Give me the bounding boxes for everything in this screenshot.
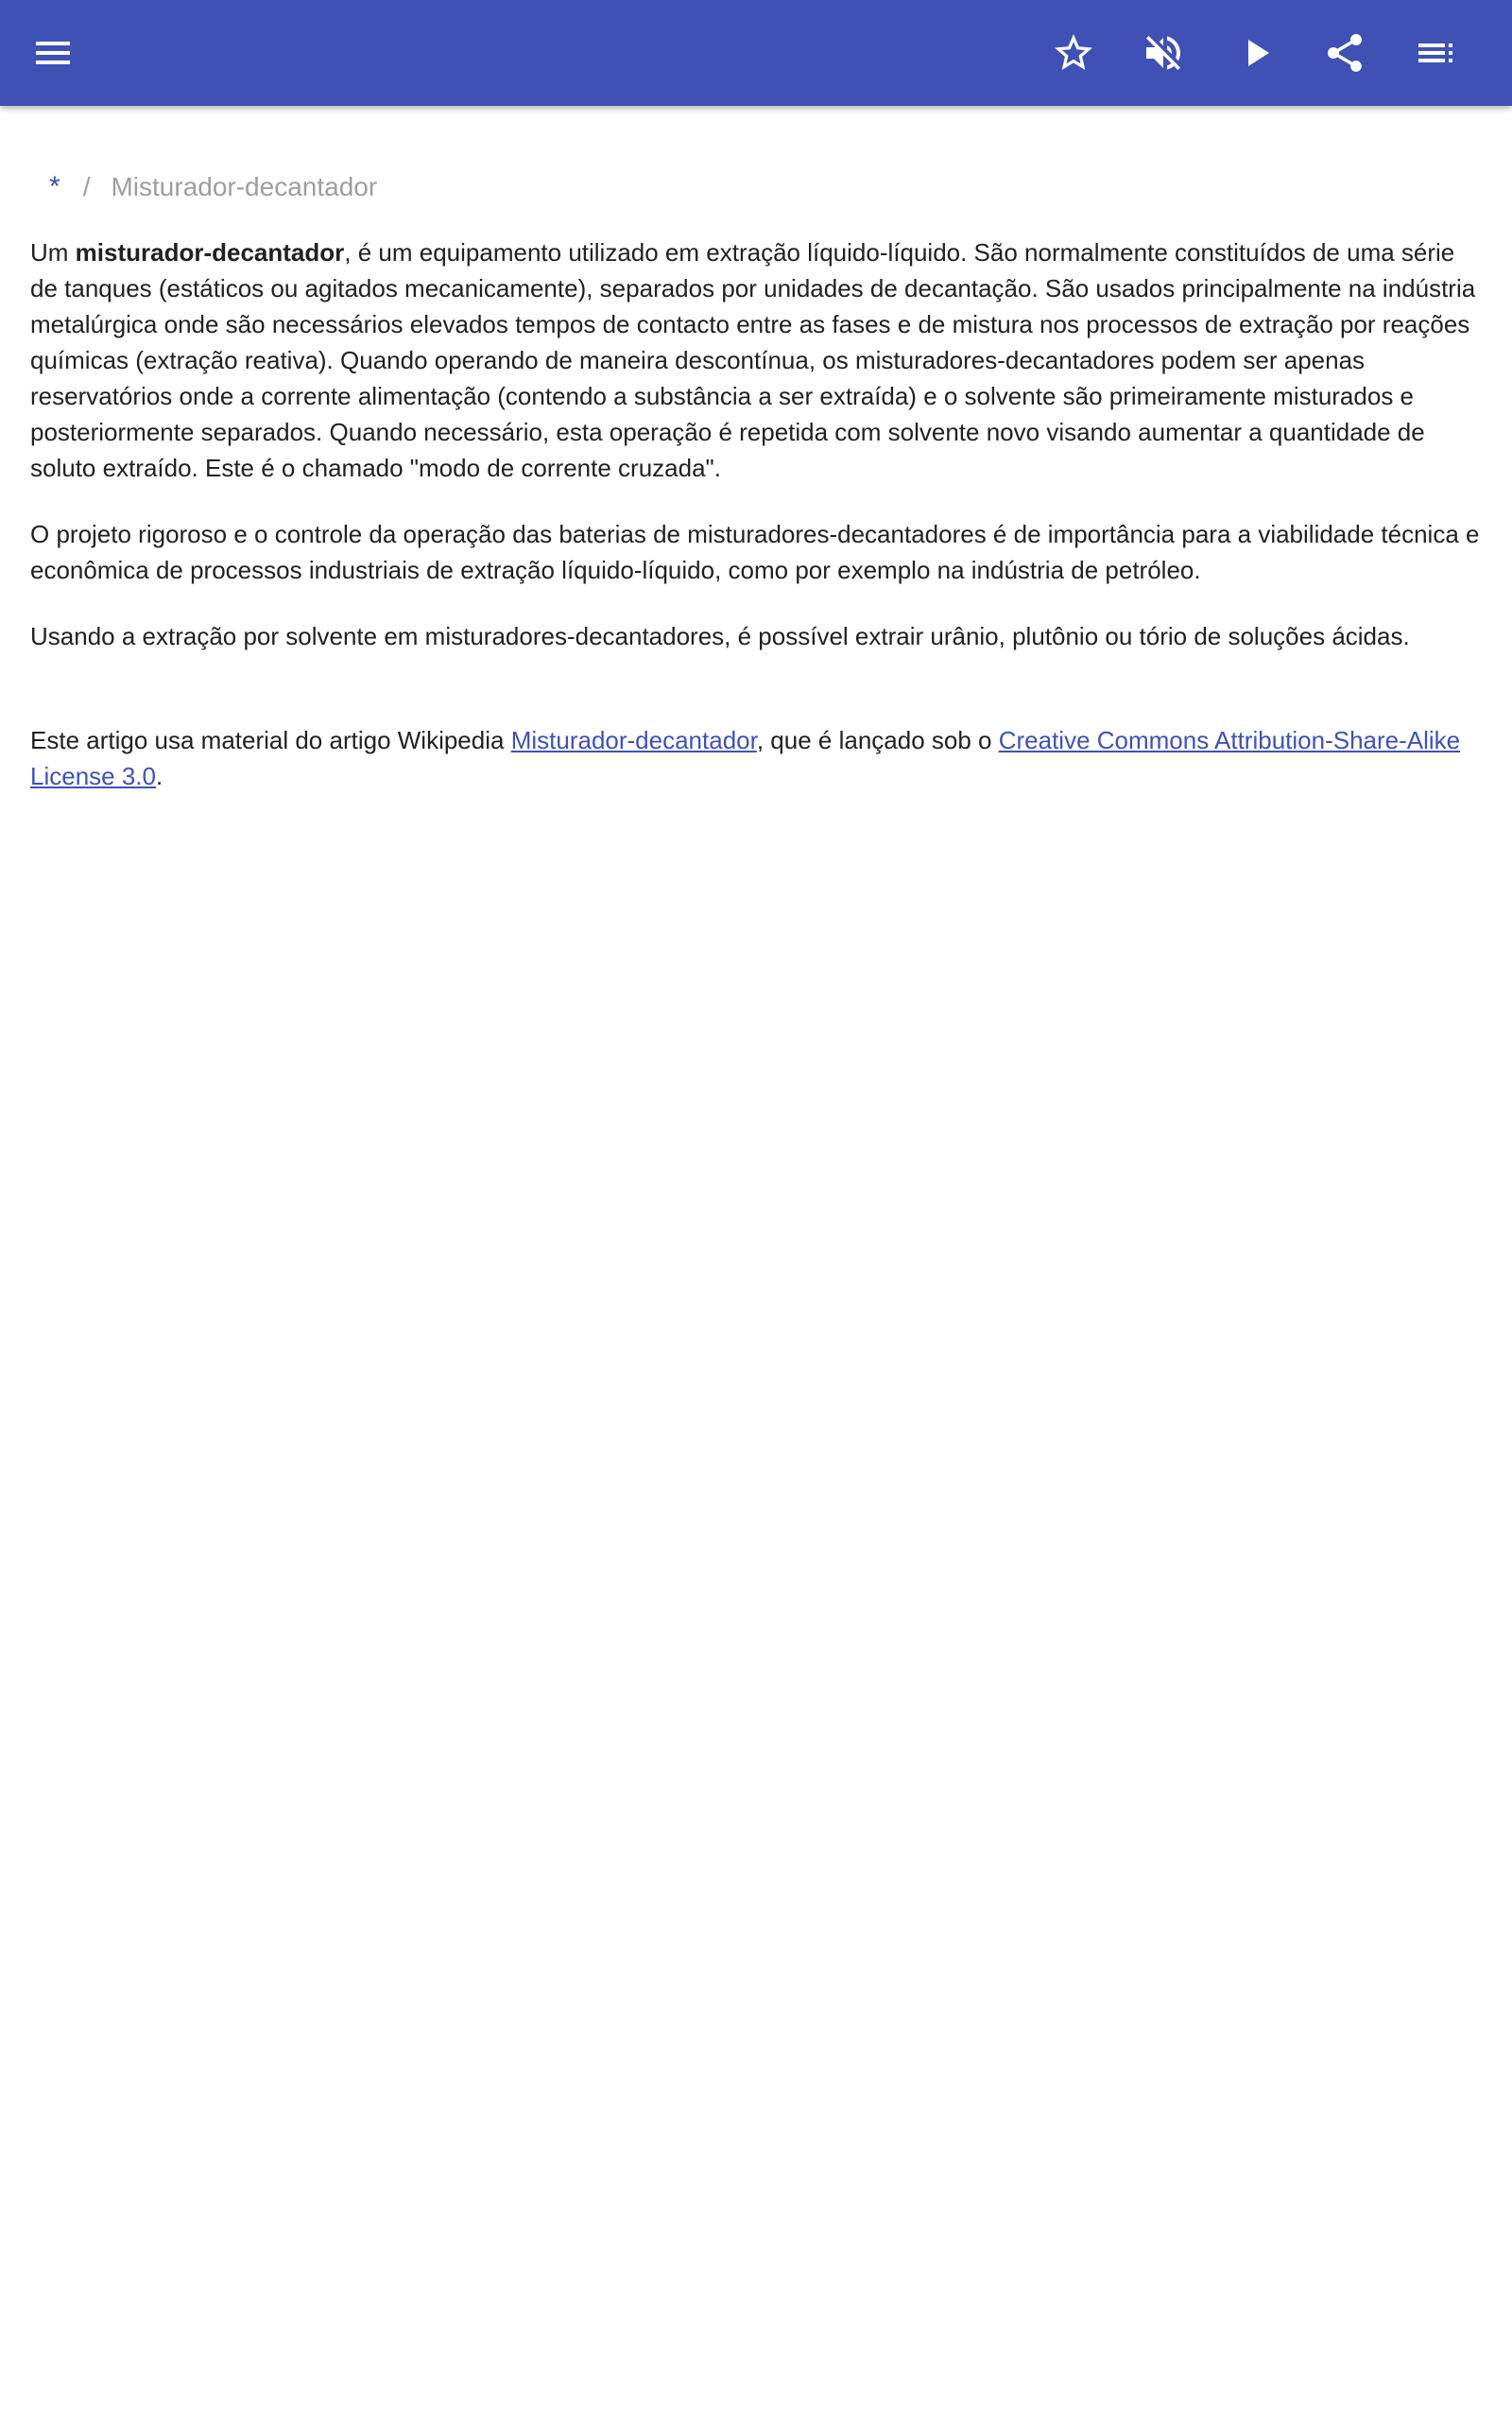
- breadcrumb: [30, 168, 1482, 206]
- article-paragraph: [30, 234, 1482, 486]
- attribution-text: .: [155, 762, 163, 790]
- article-term: misturador-decantador: [75, 238, 345, 267]
- main-content: [30, 106, 1482, 824]
- volume-off-icon[interactable]: [1125, 15, 1201, 91]
- article-paragraph: O projeto rigoroso e o controle da operação das baterias de misturadores-decantadores é de importância para a viabilidade técnica e econômica de processos industriais de extração líquido-líquido, como por exemplo na indústria de petróleo.: [30, 520, 1480, 584]
- article-body: [30, 234, 1482, 794]
- wikipedia-article-link[interactable]: Misturador-decantador: [510, 726, 757, 754]
- breadcrumb-home-link[interactable]: *: [49, 171, 60, 202]
- article-text: , é um equipamento utilizado em extração líquido-líquido. São normalmente constituídos de uma série de tanques (estáticos ou agitados mecanicamente), separados por unidades de decantação. São usados principalmente na indústria metalúrgica onde são necessários elevados tempos de contacto entre as fases e de mistura nos processos de extração por reações químicas (extração reativa). Quando operando de maneira descontínua, os misturadores-decantadores podem ser apenas reservatórios onde a corrente alimentação (contendo a substância a ser extraída) e o solvente são primeiramente misturados e posteriormente separados. Quando necessário, esta operação é repetida com solvente novo visando aumentar a quantidade de soluto extraído. Este é o chamado "modo de corrente cruzada".: [30, 238, 1476, 482]
- license-link[interactable]: Creative Commons Attribution-Share-Alike License 3.0: [30, 726, 1461, 790]
- breadcrumb-current: Misturador-decantador: [111, 172, 378, 201]
- attribution-text: , que é lançado sob o: [756, 726, 999, 754]
- playlist-icon[interactable]: [1398, 15, 1473, 91]
- breadcrumb-separator: /: [82, 172, 91, 201]
- play-icon[interactable]: [1218, 15, 1294, 91]
- article-paragraph: Usando a extração por solvente em misturadores-decantadores, é possível extrair urânio, plutônio ou tório de soluções ácidas.: [30, 622, 1410, 650]
- attribution-paragraph: [30, 722, 1482, 794]
- article-text: Um: [30, 238, 76, 267]
- menu-icon[interactable]: [15, 15, 91, 91]
- star-outline-icon[interactable]: [1036, 15, 1111, 91]
- share-icon[interactable]: [1307, 15, 1383, 91]
- app-toolbar: [0, 0, 1512, 106]
- attribution-text: Este artigo usa material do artigo Wikipedia: [30, 726, 511, 754]
